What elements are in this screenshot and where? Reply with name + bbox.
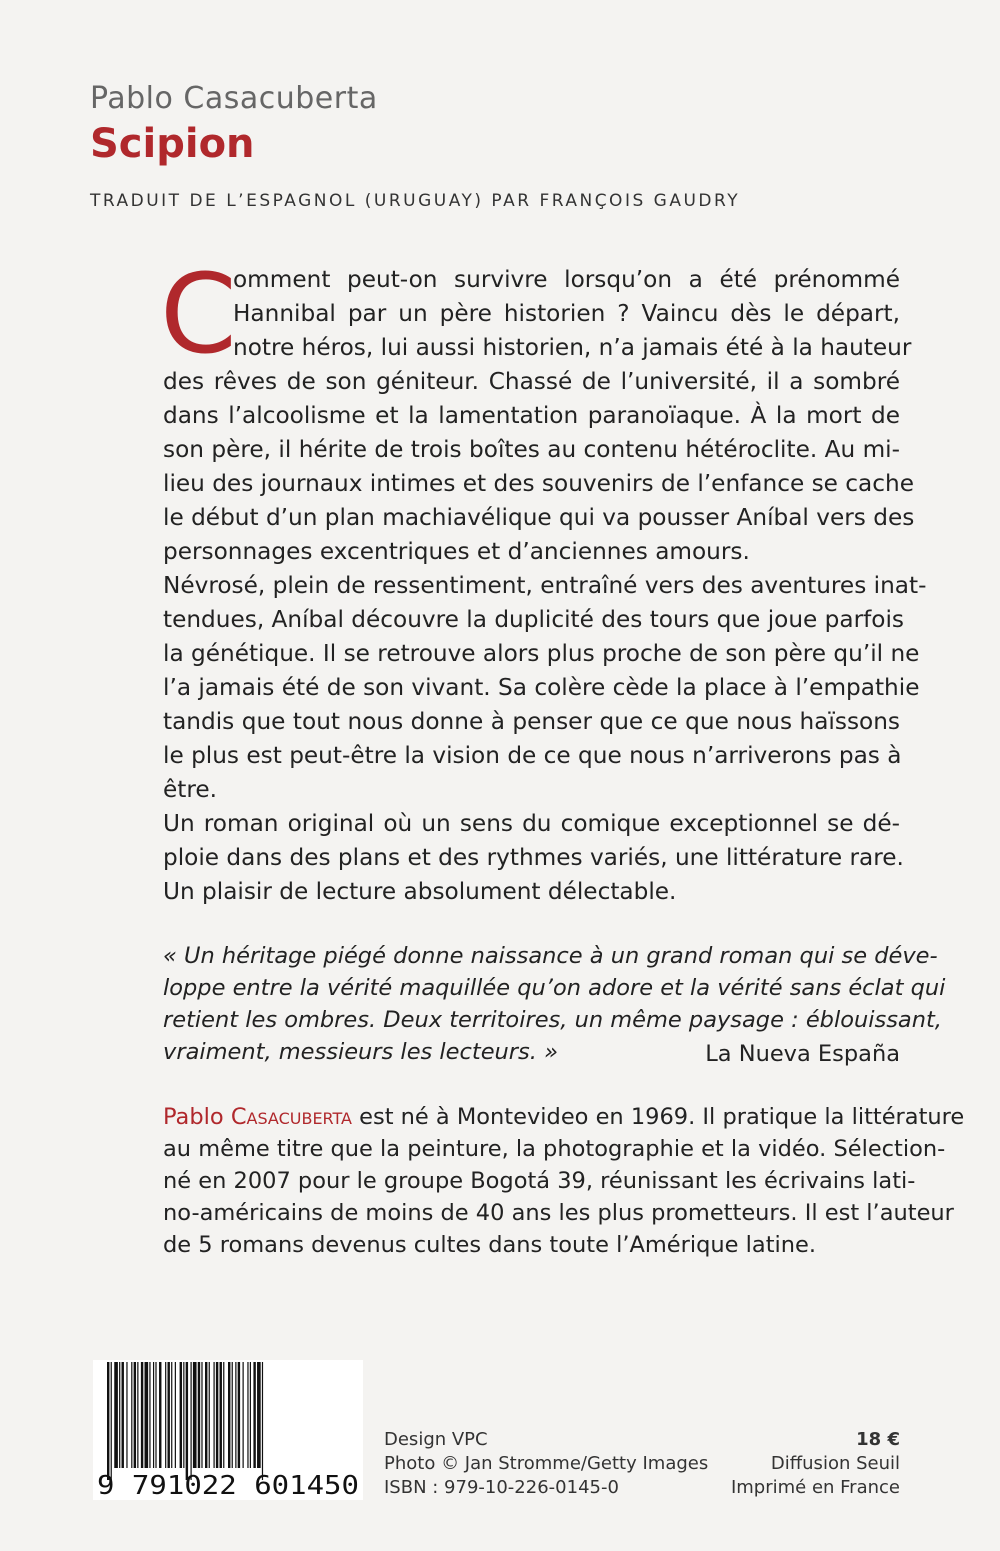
drop-cap: C [160,250,237,378]
author-bio [163,1101,965,1261]
blurb-line: le début d’un plan machiavélique qui va pousser Aníbal vers des [163,504,915,531]
barcode-bar [137,1362,138,1468]
barcode-bar [250,1362,251,1468]
book-title: Scipion [90,121,255,167]
barcode-bar [232,1362,233,1468]
blurb-line: ploie dans des plans et des rythmes variés, une littérature rare. [163,844,904,871]
barcode-bar [126,1362,127,1468]
blurb-line: dans l’alcoolisme et la lamentation paranoïaque. À la mort de [163,402,900,429]
blurb-line: Un roman original où un sens du comique exceptionnel se dé- [163,810,900,837]
quote-line: vraiment, messieurs les lecteurs. » [163,1039,558,1065]
printed-in: Imprimé en France [730,1477,900,1498]
quote-line: loppe entre la vérité maquillée qu’on adore et la vérité sans éclat qui [163,975,946,1001]
blurb-line: des rêves de son géniteur. Chassé de l’université, il a sombré [163,368,900,395]
quote-line: retient les ombres. Deux territoires, un même paysage : éblouissant, [163,1007,942,1033]
barcode-bar [247,1362,248,1468]
barcode-bar [262,1362,263,1480]
barcode-bar [180,1362,182,1468]
bio-line: no-américains de moins de 40 ans les plus prometteurs. Il est l’auteur [163,1200,954,1226]
barcode-bar [257,1362,261,1468]
blurb-line: son père, il hérite de trois boîtes au contenu hétéroclite. Au mi- [163,436,900,463]
barcode-bar [201,1362,202,1468]
quote-source: La Nueva España [705,1041,900,1067]
barcode-bar [253,1362,255,1468]
bio-line: au même titre que la peinture, la photographie et la vidéo. Sélection- [163,1136,946,1162]
barcode-bar [119,1362,120,1468]
bio-line [163,1101,965,1133]
bio-line: de 5 romans devenus cultes dans toute l’Amérique latine. [163,1232,817,1258]
barcode-bar [159,1362,161,1468]
author-name: Pablo Casacuberta [90,81,378,116]
barcode-bar [220,1362,222,1468]
barcode-bar [223,1362,224,1468]
barcode-bar [235,1362,236,1468]
barcode-bar [131,1362,132,1468]
barcode-bar [190,1362,191,1480]
barcode-bar [186,1362,188,1480]
blurb-line: tendues, Aníbal découvre la duplicité des tours que joue parfois [163,606,904,633]
barcode-bar [183,1362,184,1468]
barcode-bar [149,1362,150,1468]
barcode-bar [209,1362,210,1468]
blurb-line: notre héros, lui aussi historien, n’a jamais été à la hauteur [233,334,912,361]
barcode-bar [205,1362,207,1468]
bio-first-name: Pablo [163,1104,224,1130]
blurb-paragraph-2 [163,569,927,807]
blurb-line: la génétique. Il se retrouve alors plus proche de son père qu’il ne [163,640,920,667]
barcode-bar [175,1362,176,1468]
publisher-info [731,1428,900,1500]
barcode-bar [193,1362,197,1468]
blurb-line: tandis que tout nous donne à penser que ce que nous haïssons [163,708,900,735]
barcode-bar [216,1362,218,1468]
price: 18 € [856,1429,900,1450]
barcode-bar [228,1362,230,1468]
blurb-line: Hannibal par un père historien ? Vaincu dès le départ, [233,300,900,327]
barcode-bar [122,1362,124,1468]
blurb-paragraph-3 [163,807,904,909]
barcode-bar [145,1362,149,1468]
distribution: Diffusion Seuil [770,1453,900,1474]
barcode-bar [114,1362,118,1468]
blurb-line: être. [163,776,218,803]
barcode-bar [141,1362,143,1468]
blurb-line: personnages excentriques et d’anciennes amours. [163,538,750,565]
blurb-line: Névrosé, plein de ressentiment, entraîné vers des aventures inat- [163,572,927,599]
translator-credit: TRADUIT DE L’ESPAGNOL (URUGUAY) PAR FRANÇOIS GAUDRY [90,191,741,211]
barcode-bar [198,1362,200,1468]
barcode-bar [165,1362,166,1468]
bio-line: né en 2007 pour le groupe Bogotá 39, réunissant les écrivains lati- [163,1168,916,1194]
blurb-line: lieu des journaux intimes et des souvenirs de l’enfance se cache [163,470,914,497]
blurb-paragraph-1 [163,263,915,569]
barcode-bar [107,1362,109,1480]
barcode-bar [111,1362,112,1480]
quote-line: « Un héritage piégé donne naissance à un grand roman qui se déve- [163,943,938,969]
blurb-line: Un plaisir de lecture absolument délectable. [163,878,677,905]
barcode-bar [168,1362,170,1468]
bio-author-name [163,1104,352,1130]
photo-credit: Photo © Jan Stromme/Getty Images [384,1453,709,1474]
barcode-bar [243,1362,244,1468]
barcode-graphic [93,1360,363,1500]
blurb-line: omment peut-on survivre lorsqu’on a été prénommé [233,266,900,293]
design-credit: Design VPC [384,1429,488,1450]
barcode-bar [155,1362,156,1468]
isbn: ISBN : 979-10-226-0145-0 [384,1477,619,1498]
barcode-bar [134,1362,136,1468]
barcode-bar [213,1362,214,1468]
blurb-line: l’a jamais été de son vivant. Sa colère cède la place à l’empathie [163,674,920,701]
barcode-bar [153,1362,154,1468]
barcode-digits: 9 791022 601450 [97,1471,359,1501]
barcode [93,1360,363,1500]
bio-line-rest: est né à Montevideo en 1969. Il pratique la littérature [351,1104,965,1130]
barcode-bar [171,1362,172,1468]
bio-last-name: Casacuberta [230,1104,352,1130]
credits [384,1428,708,1500]
barcode-bar [238,1362,240,1468]
blurb-line: le plus est peut-être la vision de ce que nous n’arriverons pas à [163,742,902,769]
